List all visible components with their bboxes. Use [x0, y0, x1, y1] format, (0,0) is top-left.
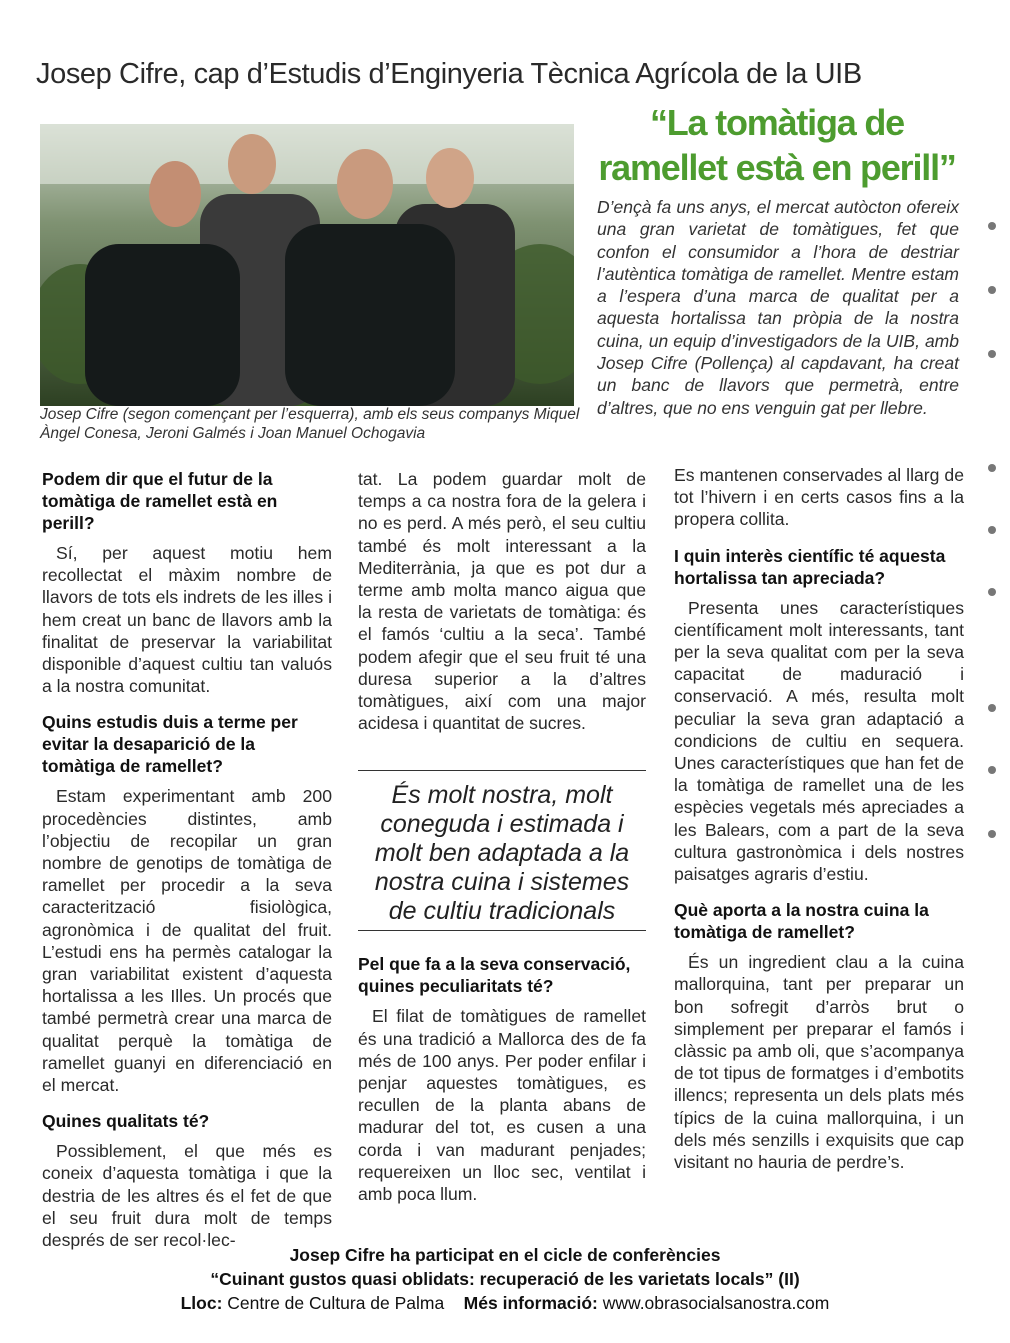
- info-link[interactable]: www.obrasocialsanostra.com: [602, 1293, 830, 1313]
- column-2: [358, 468, 646, 1205]
- answer-conservation-continued: Es mantenen conservades al llarg de tot l’hivern i en certs casos fins a la propera collita.: [674, 465, 964, 530]
- answer-studies: Estam experimentant amb 200 procedències distintes, amb l’objectiu de recopilar un gran nombre de genotips de tomàtiga de ramellet per procedir a la seva caracterització fisiològica, agronòmica i de qualitat del fruit. L’estudi ens ha permès catalogar la gran variabilitat existent d’aquesta hortalissa a les Illes. Un procés que també permetrà crear una marca de qualitat perquè la tomàtiga de ramellet guanyi en diferenciació en el mercat.: [42, 786, 332, 1096]
- event-footer: [0, 1243, 1010, 1315]
- binding-hole: [988, 286, 996, 294]
- question-cuisine: Què aporta a la nostra cuina la tomàtiga de ramellet?: [674, 900, 929, 943]
- column-1: [42, 468, 332, 1251]
- column-3: [674, 464, 964, 1173]
- question-conservation: Pel que fa a la seva conservació, quines peculiaritats té?: [358, 954, 631, 997]
- question-future: Podem dir que el futur de la tomàtiga de ramellet està en perill?: [42, 469, 278, 533]
- team-photo-illustration: [40, 124, 574, 406]
- binding-hole: [988, 350, 996, 358]
- place-label: Lloc:: [180, 1293, 223, 1313]
- photo-caption: Josep Cifre (segon començant per l’esquerra), amb els seus companys Miquel Àngel Conesa, Jeroni Galmés i Joan Manuel Ochogavia: [40, 406, 580, 442]
- answer-cuisine: És un ingredient clau a la cuina mallorquina, tant per preparar un bon sofregit d’arròs brut o simplement per preparar el famós i clàssic pa amb oli, que s’acompanya de tot tipus de formatges i d’embotits illencs; representa un dels plats més típics de la cuina mallorquina, i un dels més senzills i exquisits que cap visitant no hauria de perdre’s.: [674, 952, 964, 1173]
- pull-quote-text: És molt nostra, molt coneguda i estimada i molt ben adaptada a la nostra cuina i sistemes de cultiu tradicionals: [358, 781, 646, 931]
- kicker-title: Josep Cifre, cap d’Estudis d’Enginyeria Tècnica Agrícola de la UIB: [36, 58, 862, 90]
- question-studies: Quins estudis duis a terme per evitar la desaparició de la tomàtiga de ramellet?: [42, 712, 298, 777]
- team-photo: [40, 124, 574, 406]
- lead-paragraph: D’ençà fa uns anys, el mercat autòcton ofereix una gran varietat de tomàtigues, fet que confon el consumidor a l’hora de destriar l’autèntica tomàtiga de ramellet. Mentre estam a l’espera d’una marca de qualitat per a aquesta hortalissa tan pròpia de la nostra cuina, un equip d’investigadors de la UIB, amb Josep Cifre (Pollença) al capdavant, ha creat un banc de llavors que permetrà, entre d’altres, que no ens venguin gat per llebre.: [597, 197, 959, 418]
- info-label: Més informació:: [463, 1293, 598, 1313]
- footer-line-1: Josep Cifre ha participat en el cicle de conferències: [289, 1245, 721, 1265]
- binding-hole: [988, 526, 996, 534]
- answer-qualities-continued: tat. La podem guardar molt de temps a ca nostra fora de la gelera i no es perd. A més però, el seu cultiu també és molt interessant a la Mediterrània, ja que es pot dur a terme amb molta manco aigua que la resta de varietats de tomàtiga: és el famós ‘cultiu a la seca’. També podem afegir que el seu fruit té una duresa superior a la d’altres tomàtigues, així com una major acidesa i quantitat de sucres.: [358, 469, 646, 734]
- footer-line-2: “Cuinant gustos quasi oblidats: recuperació de les varietats locals” (II): [210, 1269, 800, 1289]
- footer-line-3: [0, 1291, 1010, 1315]
- pull-quote: [358, 770, 646, 931]
- answer-future: Sí, per aquest motiu hem recollectat el màxim nombre de llavors de tots els indrets de les illes i hem creat un banc de llavors amb la finalitat de preservar la variabilitat disponible d’aquest cultiu tan valuós a la nostra comunitat.: [42, 543, 332, 697]
- question-scientific-interest: I quin interès científic té aquesta hortalissa tan apreciada?: [674, 545, 946, 588]
- question-qualities: Quines qualitats té?: [42, 1111, 210, 1132]
- binding-hole: [988, 588, 996, 596]
- binding-hole: [988, 766, 996, 774]
- headline: “La tomàtiga de ramellet està en perill”: [598, 102, 956, 188]
- place-value: Centre de Cultura de Palma: [227, 1293, 445, 1313]
- binding-hole: [988, 830, 996, 838]
- binding-hole: [988, 704, 996, 712]
- answer-qualities: Possiblement, el que més es coneix d’aquesta tomàtiga i que la destria de les altres és el fet de que el seu fruit dura molt de temps després de ser recol·lec-: [42, 1141, 332, 1251]
- answer-conservation: El filat de tomàtigues de ramellet és una tradició a Mallorca des de fa més de 100 anys. Per poder enfilar i penjar aquestes tomàtigues, es recullen de la planta abans de madurar del tot, es cusen a una corda i van madurant penjades; requereixen un lloc sec, ventilat i amb poca llum.: [358, 1006, 646, 1205]
- binding-hole: [988, 464, 996, 472]
- answer-scientific-interest: Presenta unes característiques científicament molt interessants, tant per la seva qualitat com per la seva capacitat de maduració i conservació. A més, resulta molt peculiar la seva gran adaptació a condicions de cultiu en sequera. Unes característiques que han fet de la tomàtiga de ramellet una de les espècies vegetals més apreciades a les Balears, com a part de la seva cultura gastronòmica i dels nostres paisatges agraris d’estiu.: [674, 597, 964, 885]
- binding-hole: [988, 222, 996, 230]
